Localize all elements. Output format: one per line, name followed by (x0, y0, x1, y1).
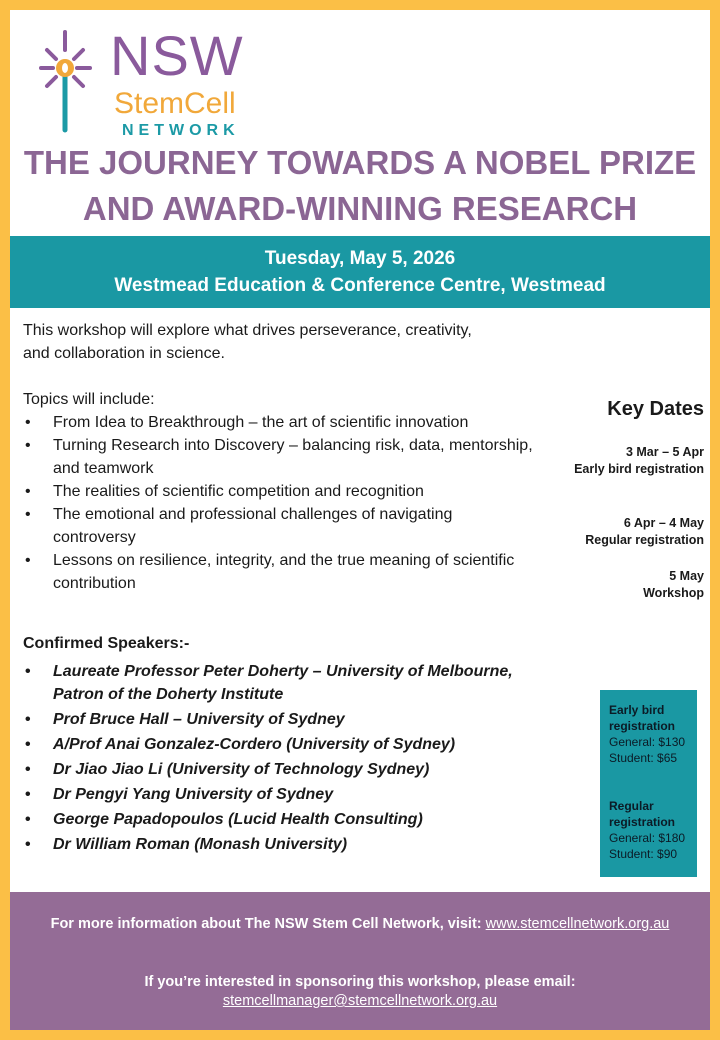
key-date-range: 5 May (669, 569, 704, 583)
intro-line-2: and collaboration in science. (23, 345, 225, 362)
sunburst-icon (28, 22, 108, 137)
topic-item: • The emotional and professional challenges of navigating controversy (23, 503, 563, 549)
footer-sponsor-text: If you’re interested in sponsoring this workshop, please email: (144, 974, 576, 990)
key-date-workshop (504, 568, 704, 602)
website-link[interactable]: www.stemcellnetwork.org.au (485, 916, 670, 932)
topics-list (23, 411, 563, 595)
key-dates-title: Key Dates (607, 398, 704, 420)
key-date-label: Early bird registration (574, 462, 704, 476)
flyer-page (10, 10, 710, 1030)
key-date-range: 3 Mar – 5 Apr (625, 445, 704, 459)
speaker-item: • A/Prof Anai Gonzalez-Cordero (University of Sydney) (23, 733, 563, 756)
logo-network-text: NETWORK (122, 122, 240, 139)
early-bird-general-price: General: $130 (609, 735, 686, 749)
key-date-range: 6 Apr – 4 May (623, 516, 704, 530)
footer-email (10, 991, 710, 1011)
nsw-stemcell-network-logo (28, 22, 258, 142)
topic-item: • The realities of scientific competition and recognition (23, 480, 563, 503)
intro-line-1: This workshop will explore what drives perseverance, creativity, (23, 322, 472, 339)
title-line-1: THE JOURNEY TOWARDS A NOBEL PRIZE (23, 144, 697, 181)
topics-heading: Topics will include: (23, 391, 155, 408)
speakers-list (23, 660, 563, 858)
speaker-item: • Dr Jiao Jiao Li (University of Technology Sydney) (23, 758, 563, 781)
key-date-label: Workshop (643, 586, 704, 600)
key-date-regular (504, 515, 704, 549)
speakers-heading: Confirmed Speakers:- (23, 635, 190, 652)
logo-nsw-text: NSW (110, 24, 244, 87)
topic-item: • Lessons on resilience, integrity, and the true meaning of scientific contribution (23, 549, 563, 595)
event-banner (10, 236, 710, 308)
footer-info (10, 914, 710, 934)
footer (10, 892, 710, 1030)
page-title (10, 140, 710, 232)
footer-info-text: For more information about The NSW Stem Cell Network, visit: (50, 916, 486, 932)
logo-stemcell-text: StemCell (114, 87, 236, 120)
regular-general-price: General: $180 (609, 831, 686, 845)
pricing-box (600, 690, 697, 877)
event-venue: Westmead Education & Conference Centre, Westmead (114, 275, 606, 296)
speaker-item: • Dr William Roman (Monash University) (23, 833, 563, 856)
key-date-early-bird (504, 444, 704, 478)
workshop-description (23, 319, 563, 595)
title-line-2: AND AWARD-WINNING RESEARCH (82, 190, 638, 227)
early-bird-heading: Early bird registration (609, 703, 676, 733)
event-date: Tuesday, May 5, 2026 (264, 248, 456, 269)
speaker-item: • Laureate Professor Peter Doherty – University of Melbourne, Patron of the Doherty Institute (23, 660, 563, 706)
speaker-item: • Prof Bruce Hall – University of Sydney (23, 708, 563, 731)
sponsor-email-link[interactable]: stemcellmanager@stemcellnetwork.org.au (222, 993, 498, 1009)
early-bird-student-price: Student: $65 (609, 751, 678, 765)
regular-heading: Regular registration (609, 799, 676, 829)
regular-student-price: Student: $90 (609, 847, 678, 861)
topic-item: • From Idea to Breakthrough – the art of scientific innovation (23, 411, 563, 434)
speaker-item: • Dr Pengyi Yang University of Sydney (23, 783, 563, 806)
topic-item: • Turning Research into Discovery – balancing risk, data, mentorship, and teamwork (23, 434, 563, 480)
speaker-item: • George Papadopoulos (Lucid Health Consulting) (23, 808, 563, 831)
key-date-label: Regular registration (585, 533, 704, 547)
